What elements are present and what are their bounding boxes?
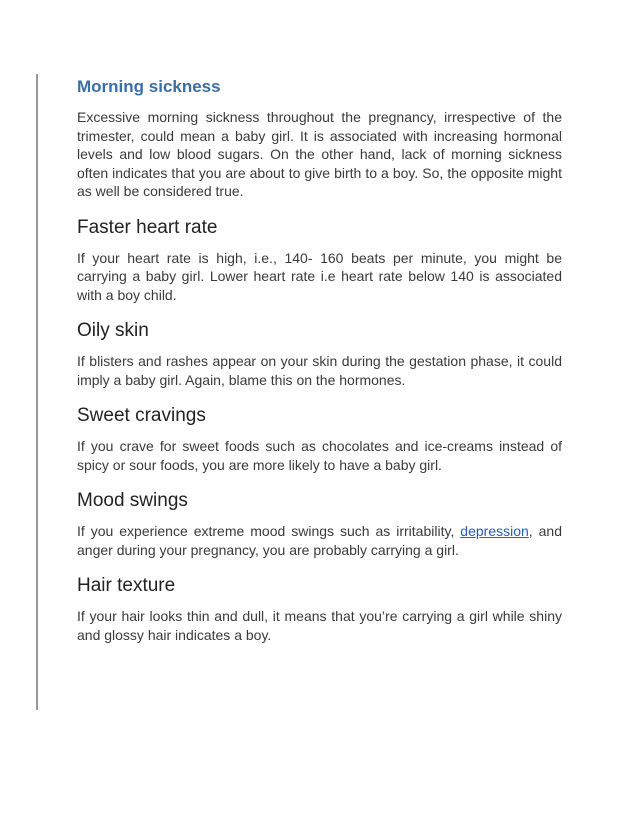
section-mood-swings [77,490,562,559]
depression-link[interactable]: depression [460,523,529,539]
section-heading: Faster heart rate [77,216,218,238]
paragraph-text-before-link: If you experience extreme mood swings such as irritability, [77,523,461,539]
left-margin-rule [36,74,38,710]
section-paragraph: If you crave for sweet foods such as chocolates and ice-creams instead of spicy or sour foods, you are more likely to have a baby girl. [77,438,562,473]
section-faster-heart-rate [77,217,562,305]
section-paragraph: If your heart rate is high, i.e., 140- 160 beats per minute, you might be carrying a baby girl. Lower heart rate i.e heart rate below 140 is associated with a boy child. [77,249,562,303]
section-heading: Morning sickness [77,77,221,96]
section-paragraph: If blisters and rashes appear on your skin during the gestation phase, it could imply a baby girl. Again, blame this on the hormones. [77,353,562,388]
section-heading: Oily skin [77,320,149,341]
section-sweet-cravings [77,405,562,474]
section-paragraph: Excessive morning sickness throughout the pregnancy, irrespective of the trimester, could mean a baby girl. It is associated with increasing hormonal levels and low blood sugars. On the other hand, lack of morning sickness often indicates that you are about to give birth to a boy. So, the opposite might as well be considered true. [77,109,562,199]
paragraph-text-after-link: , and anger during your pregnancy, you are probably carrying a girl. [77,523,563,558]
section-heading: Sweet cravings [77,405,206,426]
section-morning-sickness [77,76,562,201]
section-heading: Mood swings [77,490,188,511]
section-hair-texture [77,575,562,644]
section-heading: Hair texture [77,575,176,596]
section-oily-skin [77,320,562,389]
section-paragraph: If your hair looks thin and dull, it means that you’re carrying a girl while shiny and glossy hair indicates a boy. [77,608,562,643]
document-body [77,76,562,644]
section-paragraph [77,522,562,559]
